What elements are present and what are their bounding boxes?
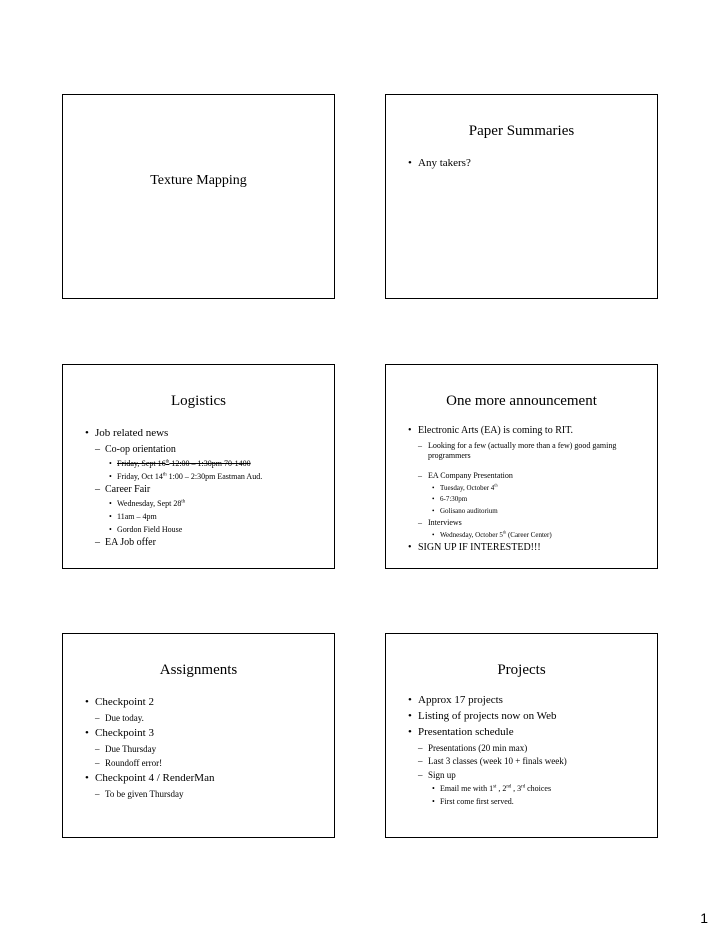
- sub-sub-item: • 11am – 4pm: [85, 512, 324, 522]
- bullet-item: • Checkpoint 2: [85, 696, 324, 709]
- page-number: 1: [700, 910, 708, 926]
- sub-item: – Career Fair: [85, 484, 324, 496]
- sub-item: – EA Job offer: [85, 537, 324, 549]
- bullet-item: • Checkpoint 4 / RenderMan: [85, 772, 324, 785]
- slide-title: Projects: [497, 662, 546, 678]
- sub-item: – Last 3 classes (week 10 + finals week): [408, 756, 647, 767]
- sub-sub-item: • Gordon Field House: [85, 525, 324, 535]
- slide-texture-mapping: [62, 94, 335, 299]
- sub-item: – Due Thursday: [85, 744, 324, 755]
- sub-sub-item: • Tuesday, October 4th: [408, 484, 647, 492]
- slide-logistics: [62, 364, 335, 569]
- sub-sub-item: • Wednesday, Sept 28th: [85, 499, 324, 509]
- bullet-item: • Approx 17 projects: [408, 694, 647, 707]
- slide-assignments: [62, 633, 335, 838]
- sub-item: – Roundoff error!: [85, 758, 324, 769]
- sub-sub-item: • First come first served.: [408, 797, 647, 807]
- sub-item: – Due today.: [85, 713, 324, 724]
- slide-title: Assignments: [159, 662, 238, 678]
- sub-item: – Presentations (20 min max): [408, 743, 647, 754]
- slide-title: Texture Mapping: [150, 173, 247, 188]
- sub-item: – To be given Thursday: [85, 789, 324, 800]
- bullet-item: • Electronic Arts (EA) is coming to RIT.: [408, 425, 647, 437]
- slide-one-more-announcement: [385, 364, 658, 569]
- slide-paper-summaries: [385, 94, 658, 299]
- slide-projects: [385, 633, 658, 838]
- bullet-item: • Listing of projects now on Web: [408, 710, 647, 723]
- sub-sub-item: • 6-7:30pm: [408, 495, 647, 503]
- sub-sub-item: • Friday, Oct 14th 1:00 – 2:30pm Eastman Aud.: [85, 472, 324, 482]
- sub-sub-item: • Wednesday, October 5th (Career Center): [408, 531, 647, 539]
- sub-sub-item: • Golisano auditorium: [408, 507, 647, 515]
- slide-title: Paper Summaries: [468, 123, 575, 139]
- bullet-item: • Job related news: [85, 427, 324, 440]
- sub-item: – Co-op orientation: [85, 444, 324, 456]
- bullet-item: • Any takers?: [408, 157, 647, 170]
- bullet-item: • SIGN UP IF INTERESTED!!!: [408, 542, 647, 554]
- slide-title: Logistics: [171, 393, 226, 409]
- slide-title: One more announcement: [446, 393, 597, 409]
- bullet-item: • Presentation schedule: [408, 726, 647, 739]
- sub-item: – Sign up: [408, 770, 647, 781]
- sub-item: – EA Company Presentation: [408, 471, 647, 481]
- sub-item: – Looking for a few (actually more than a few) good gaming programmers: [408, 441, 647, 460]
- sub-sub-item: • Email me with 1st , 2nd , 3rd choices: [408, 784, 647, 794]
- bullet-item: • Checkpoint 3: [85, 727, 324, 740]
- sub-item: – Interviews: [408, 518, 647, 528]
- sub-sub-item-struck: • Friday, Sept 16th 12:00 – 1:30pm 70-1400: [85, 459, 324, 469]
